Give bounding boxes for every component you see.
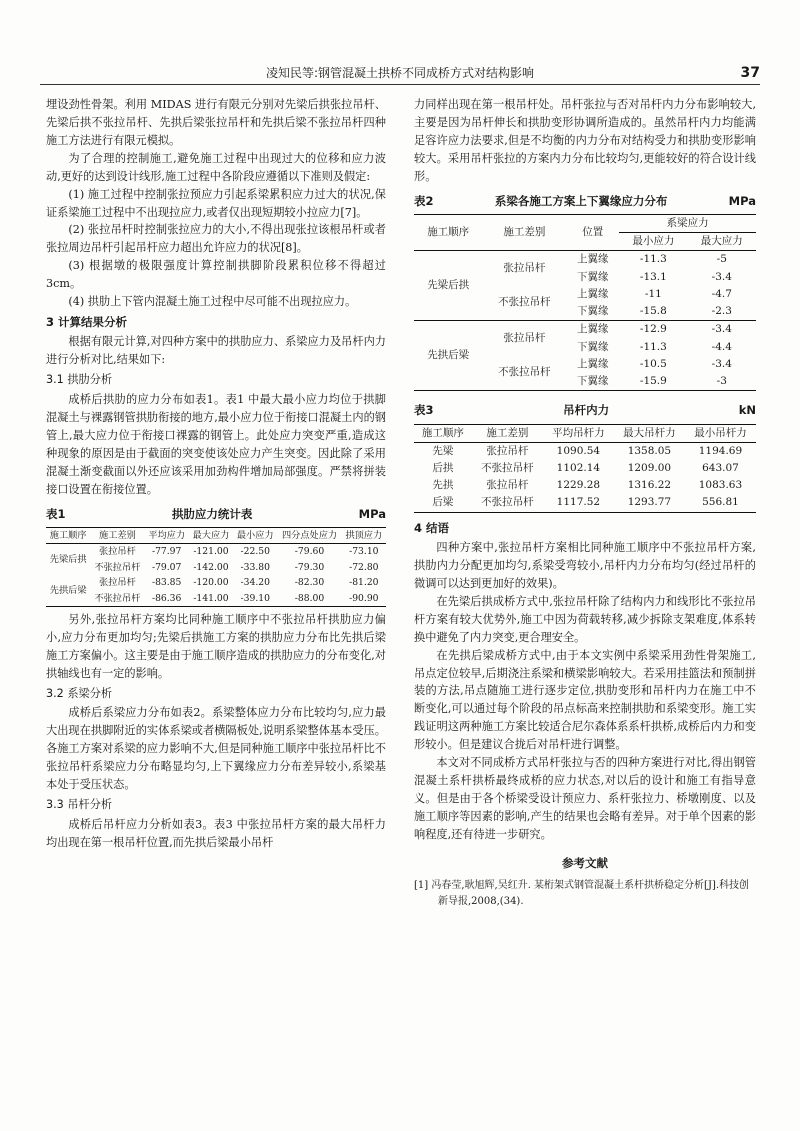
- table-cell: -4.4: [711, 340, 732, 353]
- table-cell: 后拱: [432, 462, 454, 475]
- paragraph-3-1-b: 另外,张拉吊杆方案均比同种施工顺序中不张拉吊杆拱肋应力偏小,应力分布更加均匀;先梁后拱施工方案的拱肋应力分布比先拱后梁施工方案偏小。这主要是由于施工顺序造成的拱肋应力的分布变化,对拱轴线也有一定的影响。: [46, 612, 386, 680]
- table-header-cell: 最小应力: [236, 530, 274, 542]
- table-cell: -82.30: [294, 577, 325, 589]
- table-cell: -13.1: [639, 270, 667, 283]
- table-cell: 不张拉吊杆: [498, 296, 551, 309]
- subsection-3-3-heading: 3.3 吊杆分析: [46, 798, 113, 812]
- table-cell: -73.10: [349, 546, 379, 558]
- table-cell: -142.00: [193, 561, 229, 573]
- table-cell: 下翼缘: [577, 270, 609, 283]
- table-header-cell: 平均应力: [148, 530, 186, 542]
- table3-label: 表3: [414, 403, 434, 418]
- table-cell: 先梁: [432, 444, 454, 457]
- paragraph-3-2: 成桥后系梁应力分布如表2。系梁整体应力分布比较均匀,应力最大出现在拱脚附近的实体系梁或者横隔板处,说明系梁整体基本受压。各施工方案对系梁的应力影响不大,但是同种施工顺序中张拉吊杆比不张拉吊杆系梁应力分布略显均匀,上下翼缘应力分布差异较小,系梁基本处于受压状态。: [46, 706, 386, 792]
- table1-caption: [46, 505, 386, 523]
- paragraph-3-3-cont: 力同样出现在第一根吊杆处。吊杆张拉与否对吊杆内力分布影响较大,主要是因为吊杆伸长和拱肋变形协调所造成的。虽然吊杆内力均能满足容许应力法要求,但是不均衡的内力分布对结构受力和拱肋变形影响较大。采用吊杆张拉的方案内力分布比较均匀,更能较好的符合设计线形。: [414, 98, 756, 183]
- table-cell: 1293.77: [627, 496, 672, 509]
- table2-unit: MPa: [728, 193, 756, 208]
- table-cell: -3: [716, 374, 727, 387]
- paragraph-intro: 埋设劲性骨架。利用 MIDAS 进行有限元分别对先梁后拱张拉吊杆、先梁后拱不张拉吊杆、先拱后梁张拉吊杆和先拱后梁不张拉吊杆四种施工方法进行有限元模拟。: [46, 98, 386, 147]
- table-cell: -11.3: [639, 340, 667, 353]
- table-header-row: [46, 528, 386, 544]
- table1-unit: MPa: [358, 506, 386, 521]
- table-cell: -3.4: [711, 323, 732, 336]
- table-cell: 先梁后拱: [427, 279, 470, 292]
- paragraph-3-1-a: 成桥后拱肋的应力分布如表1。表1 中最大最小应力均位于拱脚混凝土与裸露钢管拱肋衔接的地方,最小应力位于衔接口混凝土内的钢管上,最大应力位于衔接口裸露的钢管上。此处应力突变严重,造成这种现象的原因是由于截面的突变使该处应力产生突变。因此除了采用混凝土渐变截面以外还应该采用加劲构件增加局部强度。严禁将拼装接口设置在衔接位置。: [46, 393, 386, 496]
- table-cell: 张拉吊杆: [503, 331, 546, 344]
- running-title: 凌知民等:钢管混凝土拱桥不同成桥方式对结构影响: [265, 66, 535, 80]
- table-cell: 先拱: [432, 479, 454, 492]
- table-cell: 1358.05: [627, 444, 672, 457]
- table-cell: 不张拉吊杆: [481, 462, 534, 475]
- table-cell: 张拉吊杆: [486, 479, 529, 492]
- table2-title: 系梁各施工方案上下翼缘应力分布: [494, 193, 668, 208]
- table-cell: -79.07: [151, 561, 182, 573]
- paragraph-conclusion-3: 在先拱后梁成桥方式中,由于本文实例中系梁采用劲性骨架施工,吊点定位较早,后期浇注系梁和横梁影响较大。若采用挂篮法和预制拼装的方法,吊点随施工进行逐步定位,拱肋变形和吊杆内力在施工中不断变化,可以通过每个阶段的吊点标高来控制拱肋和系梁变形。施工实践证明这两种施工方案比较适合尼尔森体系系杆拱桥,成桥后内力和变形较小。但是建议合拢后对吊杆进行调整。: [414, 648, 756, 752]
- table-cell: -12.9: [639, 323, 667, 336]
- table-header-cell: 拱顶应力: [345, 530, 383, 542]
- paragraph-conclusion-4: 本文对不同成桥方式吊杆张拉与否的四种方案进行对比,得出钢管混凝土系杆拱桥最终成桥的应力状态,对以后的设计和施工有指导意义。但是由于各个桥梁受设计预应力、系杆张拉力、桥墩刚度、以及施工顺序等因素的影响,产生的结果也会略有差异。对于单个因素的影响程度,还有待进一步研究。: [414, 756, 756, 841]
- table2-caption: [414, 192, 756, 210]
- table-cell: -79.30: [294, 561, 325, 573]
- table2: [414, 214, 756, 391]
- table-cell: -141.00: [193, 592, 229, 604]
- table-cell: -5: [716, 253, 727, 266]
- table1-label: 表1: [46, 506, 66, 521]
- table-cell: 先拱后梁: [49, 584, 87, 596]
- paragraph-conclusion-1: 四种方案中,张拉吊杆方案相比同种施工顺序中不张拉吊杆方案,拱肋内力分配更加均匀,系梁受弯较小,吊杆内力分布均匀(经过吊杆的微调可以达到更加好的效果)。: [414, 541, 756, 590]
- table-cell: -11: [644, 287, 662, 300]
- table-cell: 张拉吊杆: [486, 444, 529, 457]
- table-row: [46, 591, 386, 607]
- table-row: [414, 321, 756, 339]
- table3-caption: [414, 401, 756, 419]
- table1-title: 拱肋应力统计表: [171, 506, 253, 521]
- table-row: [414, 494, 756, 512]
- rule-2: (2) 张拉吊杆时控制张拉应力的大小,不得出现张拉该根吊杆或者张拉周边吊杆引起吊杆应力超出允许应力的状况[8]。: [46, 223, 386, 255]
- table-header-cell: 施工顺序: [49, 530, 87, 542]
- table-header-cell: 最大应力: [192, 530, 230, 542]
- table3: [414, 424, 756, 513]
- rule-1: (1) 施工过程中控制张拉预应力引起系梁累积应力过大的状况,保证系梁施工过程中不出现拉应力,或者仅出现短期较小拉应力[7]。: [46, 187, 386, 219]
- paragraph-sec3: 根据有限元计算,对四种方案中的拱肋应力、系梁应力及吊杆内力进行分析对比,结果如下:: [46, 335, 386, 367]
- section-4-heading: 4 结语: [414, 520, 450, 535]
- references-heading: 参考文献: [562, 855, 608, 870]
- table-cell: -15.9: [639, 374, 667, 387]
- paragraph-3-3: 成桥后吊杆应力分析如表3。表3 中张拉吊杆方案的最大吊杆力均出现在第一根吊杆位置,而先拱后梁最小吊杆: [46, 818, 386, 849]
- table-row: [46, 575, 386, 590]
- table-header-cell: 最大吊杆力: [623, 426, 676, 439]
- table-cell: 先拱后梁: [427, 349, 470, 362]
- table-row: [46, 544, 386, 560]
- table-row: [414, 460, 756, 477]
- table-cell: 张拉吊杆: [503, 262, 546, 275]
- paragraph-conclusion-2: 在先梁后拱成桥方式中,张拉吊杆除了结构内力和线形比不张拉吊杆方案有较大优势外,施工中因为荷载转移,减少拆除支架难度,体系转换中避免了内力突变,更合理安全。: [414, 594, 756, 644]
- table-cell: 不张拉吊杆: [94, 561, 141, 573]
- table-cell: 1316.22: [627, 479, 672, 492]
- table-cell: 1090.54: [556, 444, 601, 457]
- reference-1: [1] 冯春莹,耿旭辉,吴红升. 某桁架式钢管混凝土系杆拱桥稳定分析[J].科技创新导报,2008,(34).: [414, 880, 750, 908]
- table-cell: 不张拉吊杆: [481, 496, 534, 509]
- table-header-cell: 最小应力: [632, 235, 675, 248]
- table-cell: -77.97: [151, 546, 182, 558]
- table-cell: 上翼缘: [577, 253, 609, 266]
- table-cell: -4.7: [711, 287, 732, 300]
- table-row: [414, 251, 756, 269]
- table1: [46, 527, 386, 607]
- table-cell: -11.3: [639, 253, 667, 266]
- table-header-cell: 最大应力: [700, 235, 743, 248]
- table-cell: 下翼缘: [577, 374, 609, 387]
- rule-4: (4) 拱肋上下管内混凝土施工过程中尽可能不出现拉应力。: [68, 295, 357, 309]
- table-header-cell: 平均吊杆力: [552, 426, 605, 439]
- table-header-cell: 施工差别: [99, 530, 136, 542]
- table-header-cell: 施工顺序: [427, 226, 470, 239]
- table-cell: -3.4: [711, 357, 732, 370]
- table-header-cell: 施工差别: [503, 226, 546, 239]
- table-cell: -81.20: [349, 577, 379, 589]
- table-cell: 1229.28: [556, 479, 601, 492]
- table-header-row: [414, 424, 756, 442]
- table-cell: -22.50: [240, 546, 270, 558]
- table-cell: 1102.14: [556, 462, 601, 475]
- table-cell: 上翼缘: [577, 357, 609, 370]
- table-header-cell: 施工顺序: [421, 426, 464, 439]
- table-row: [414, 477, 756, 494]
- table-header-cell: 系梁应力: [619, 215, 756, 233]
- table-cell: 不张拉吊杆: [94, 592, 141, 604]
- section-3-heading: 3 计算结果分析: [46, 315, 128, 330]
- table-header-row: [414, 215, 756, 233]
- table-cell: -72.80: [349, 561, 379, 573]
- table3-unit: kN: [738, 403, 756, 418]
- table-cell: -10.5: [639, 357, 667, 370]
- right-column: [414, 96, 756, 910]
- table-cell: 1194.69: [698, 444, 743, 457]
- table-cell: -121.00: [193, 546, 229, 558]
- table-cell: -3.4: [711, 270, 732, 283]
- table-cell: 张拉吊杆: [99, 577, 136, 589]
- table2-label: 表2: [414, 193, 434, 208]
- table-cell: 上翼缘: [577, 323, 609, 336]
- table-cell: -79.60: [294, 546, 325, 558]
- table-header-cell: 施工差别: [486, 426, 529, 439]
- table-cell: -2.3: [711, 305, 732, 318]
- table-cell: 上翼缘: [577, 287, 609, 300]
- paragraph-control: 为了合理的控制施工,避免施工过程中出现过大的位移和应力波动,更好的达到设计线形,施工过程中各阶段应遵循以下准则及假定:: [46, 151, 386, 183]
- table-cell: -90.90: [349, 592, 379, 604]
- table-cell: -120.00: [193, 577, 229, 589]
- table-cell: -33.80: [240, 561, 270, 573]
- table-cell: -83.85: [151, 577, 182, 589]
- table-cell: 张拉吊杆: [99, 546, 136, 558]
- table-cell: 后梁: [432, 496, 454, 509]
- table-cell: 不张拉吊杆: [498, 366, 551, 379]
- table-cell: -88.00: [294, 592, 325, 604]
- rule-3: (3) 根据墩的极限强度计算控制拱脚阶段累积位移不得超过 3cm。: [46, 259, 386, 291]
- subsection-3-2-heading: 3.2 系梁分析: [46, 686, 113, 700]
- table-cell: -15.8: [639, 305, 667, 318]
- table3-title: 吊杆内力: [563, 403, 610, 418]
- table-cell: 下翼缘: [577, 340, 609, 353]
- table-header-cell: 位置: [582, 226, 604, 239]
- table-cell: 643.07: [702, 462, 739, 475]
- table-row: [46, 560, 386, 575]
- table-cell: 下翼缘: [577, 305, 609, 318]
- table-cell: -86.36: [151, 592, 182, 604]
- table-header-cell: 四分点处应力: [281, 530, 338, 542]
- table-cell: 556.81: [702, 496, 739, 509]
- running-header: [40, 62, 760, 85]
- table-cell: 1083.63: [698, 479, 743, 492]
- table-cell: -34.20: [240, 577, 270, 589]
- table-cell: -39.10: [240, 592, 270, 604]
- left-column: [46, 96, 386, 852]
- table-cell: 1117.52: [556, 496, 601, 509]
- table-row: [414, 442, 756, 460]
- subsection-3-1-heading: 3.1 拱肋分析: [46, 373, 113, 387]
- table-header-cell: 最小吊杆力: [694, 426, 747, 439]
- table-cell: 先梁后拱: [49, 554, 87, 566]
- table-cell: 1209.00: [627, 462, 672, 475]
- page-number: 37: [740, 65, 760, 81]
